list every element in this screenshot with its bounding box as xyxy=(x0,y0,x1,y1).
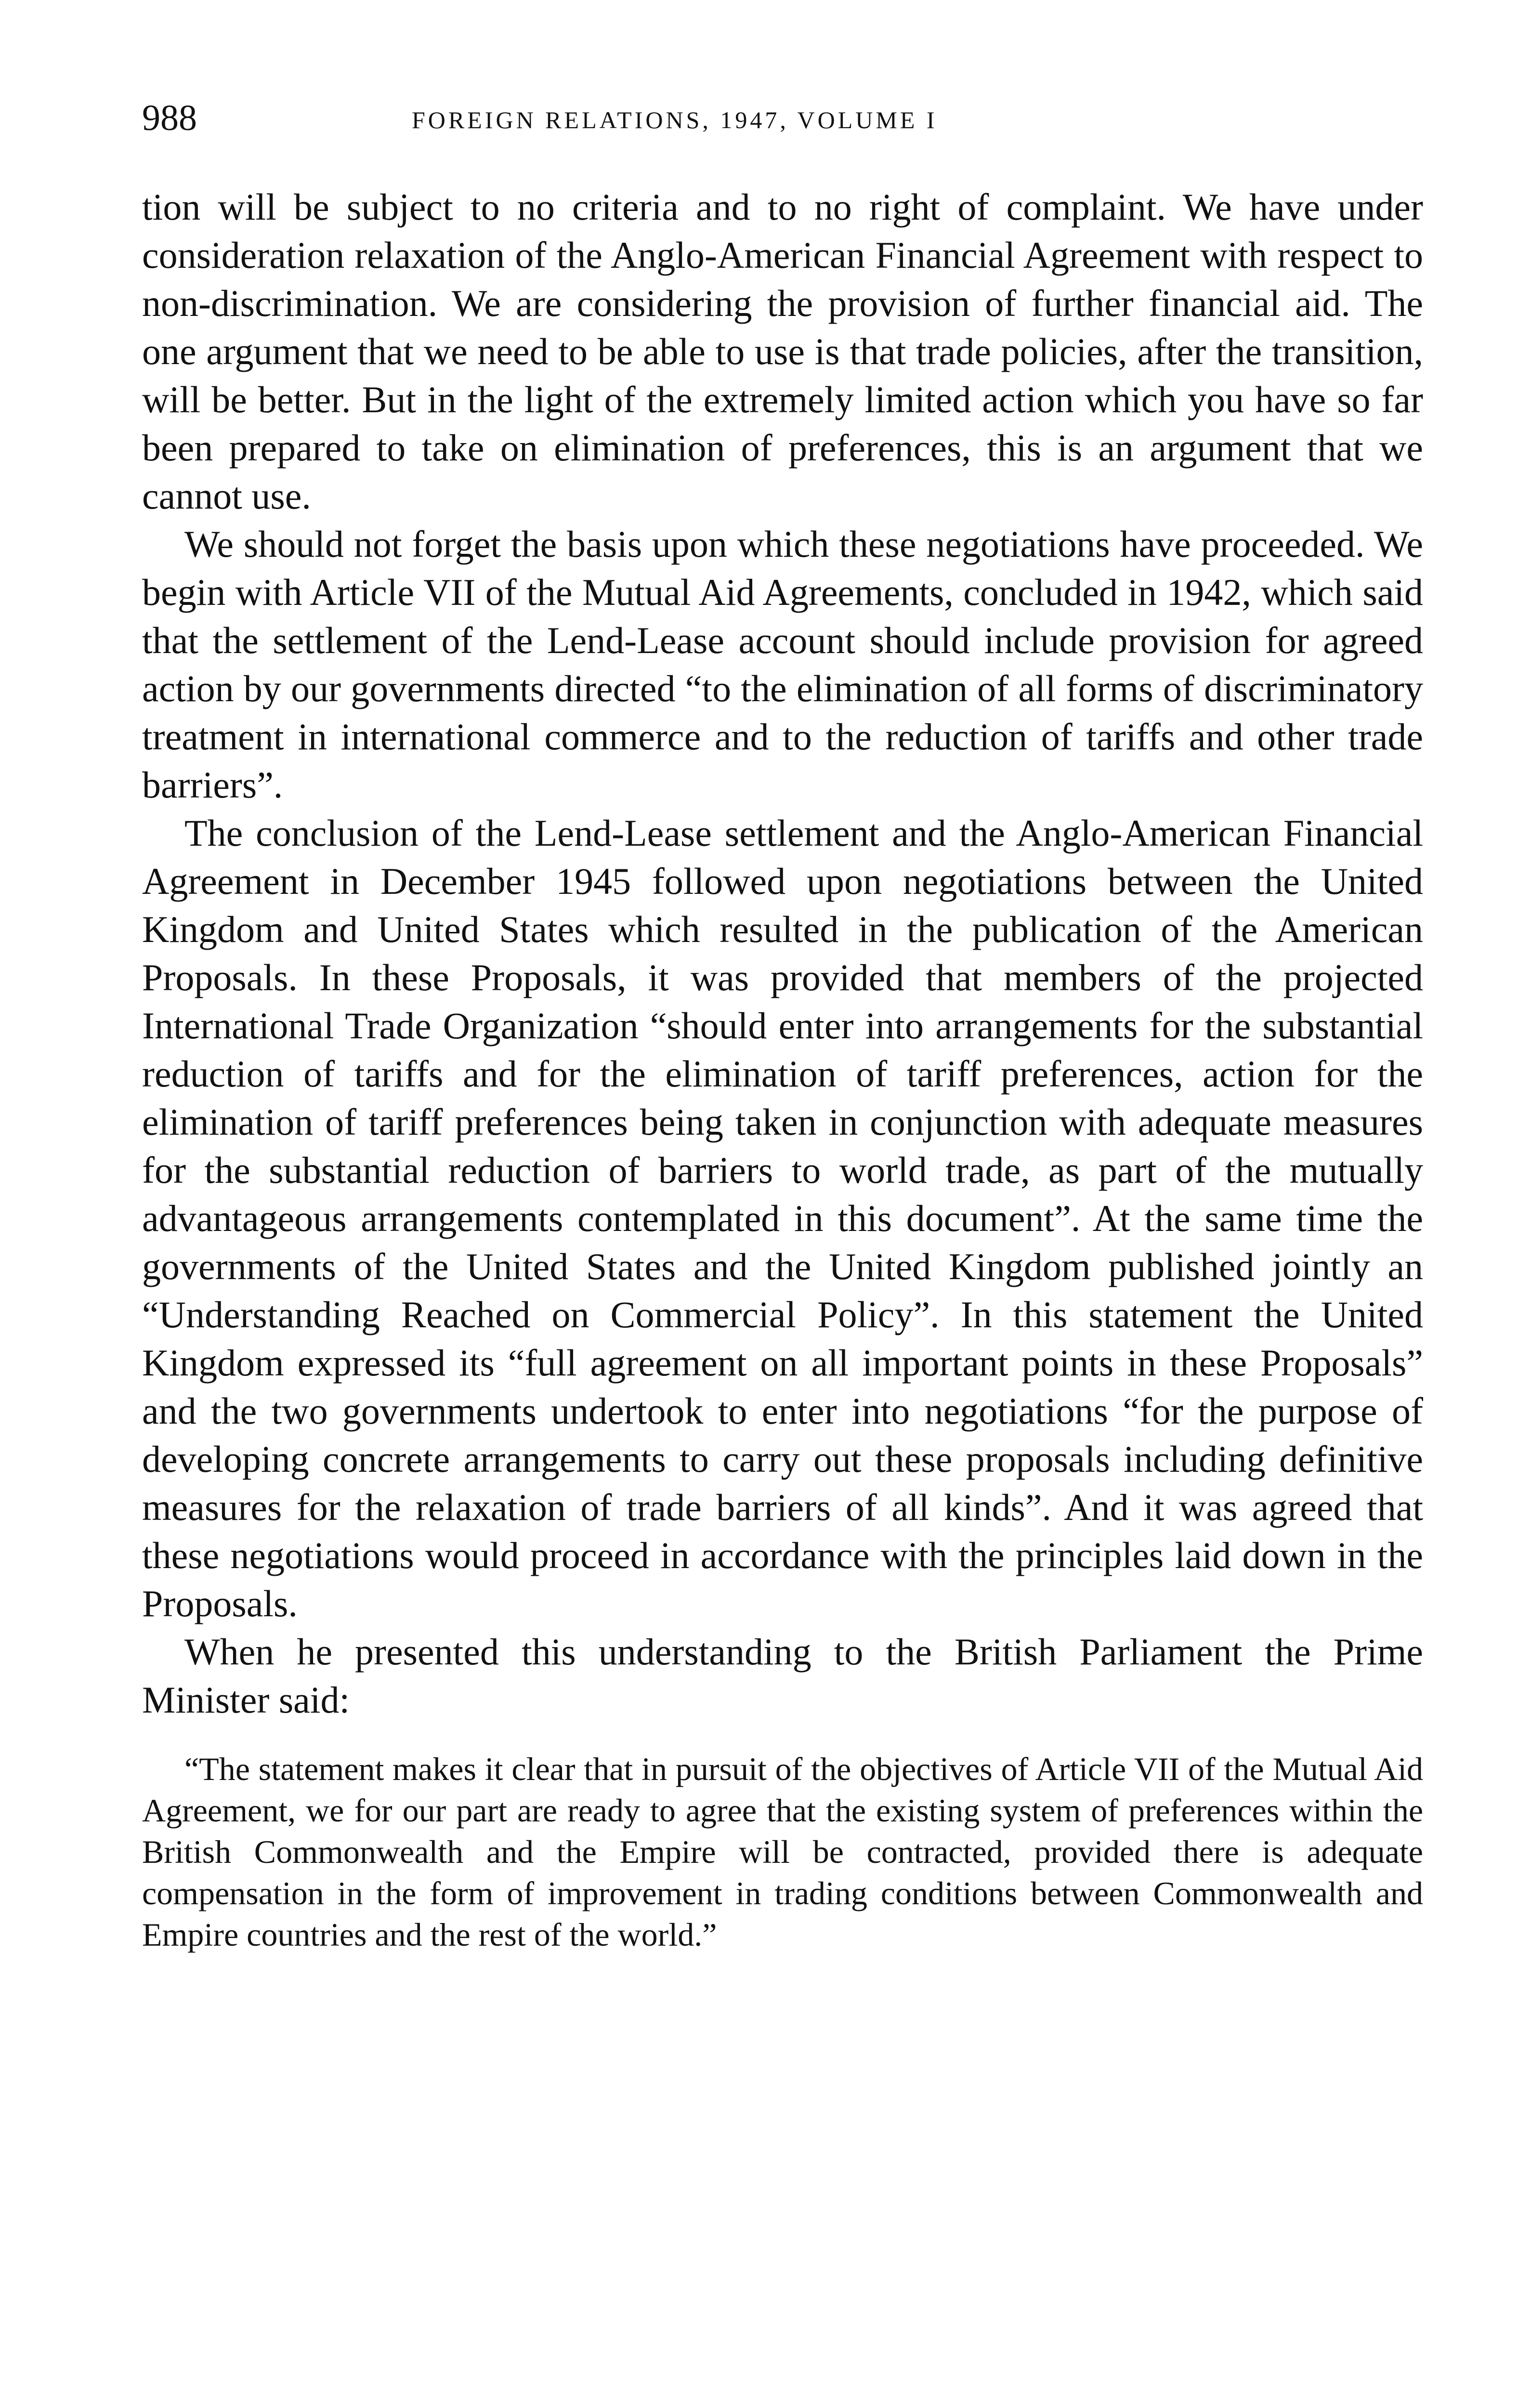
paragraph-lend-lease-settlement: The conclusion of the Lend-Lease settlement and the Anglo-American Financial Agreement in December 1945 followed upon negotiations between the United Kingdom and United States which resulted in the publication of the American Proposals. In these Proposals, it was provided that members of the projected International Trade Organization “should enter into arrangements for the substantial reduction of tariffs and for the elimination of tariff preferences, action for the elimination of tariff preferences being taken in conjunction with adequate measures for the substantial reduction of barriers to world trade, as part of the mutually advantageous arrangements contemplated in this document”. At the same time the governments of the United States and the United Kingdom published jointly an “Understanding Reached on Commercial Policy”. In this statement the United Kingdom expressed its “full agreement on all important points in these Proposals” and the two governments undertook to enter into negotiations “for the purpose of developing concrete arrangements to carry out these proposals including definitive measures for the relaxation of trade barriers of all kinds”. And it was agreed that these negotiations would proceed in accordance with the principles laid down in the Proposals. xyxy=(142,812,1423,1624)
paragraph-prime-minister-intro: When he presented this understanding to the British Parliament the Prime Minister said: xyxy=(142,1631,1423,1721)
running-head-title: FOREIGN RELATIONS, 1947, VOLUME I xyxy=(412,106,938,133)
page-number: 988 xyxy=(142,98,197,138)
document-page xyxy=(142,96,1423,1955)
paragraph-continuation: tion will be subject to no criteria and to no right of complaint. We have under consideration relaxation of the Anglo-American Financial Agreement with respect to non-discrimination. We are considering the provision of further financial aid. The one argument that we need to be able to use is that trade policies, after the transition, will be better. But in the light of the extremely limited action which you have so far been prepared to take on elimination of preferences, this is an argument that we cannot use. xyxy=(142,186,1423,517)
running-head xyxy=(142,96,1423,149)
block-quote: “The statement makes it clear that in pursuit of the objectives of Article VII of the Mutual Aid Agreement, we for our part are ready to agree that the existing system of preferences within the British Commonwealth and the Empire will be contracted, provided there is adequate compensation in the form of improvement in trading conditions between Commonwealth and Empire countries and the rest of the world.” xyxy=(142,1751,1423,1953)
body-text xyxy=(142,183,1423,1955)
paragraph-article-vii: We should not forget the basis upon which these negotiations have proceeded. We begin with Article VII of the Mutual Aid Agreements, concluded in 1942, which said that the settlement of the Lend-Lease account should include provision for agreed action by our governments directed “to the elimination of all forms of discriminatory treatment in international commerce and to the reduction of tariffs and other trade barriers”. xyxy=(142,523,1423,806)
